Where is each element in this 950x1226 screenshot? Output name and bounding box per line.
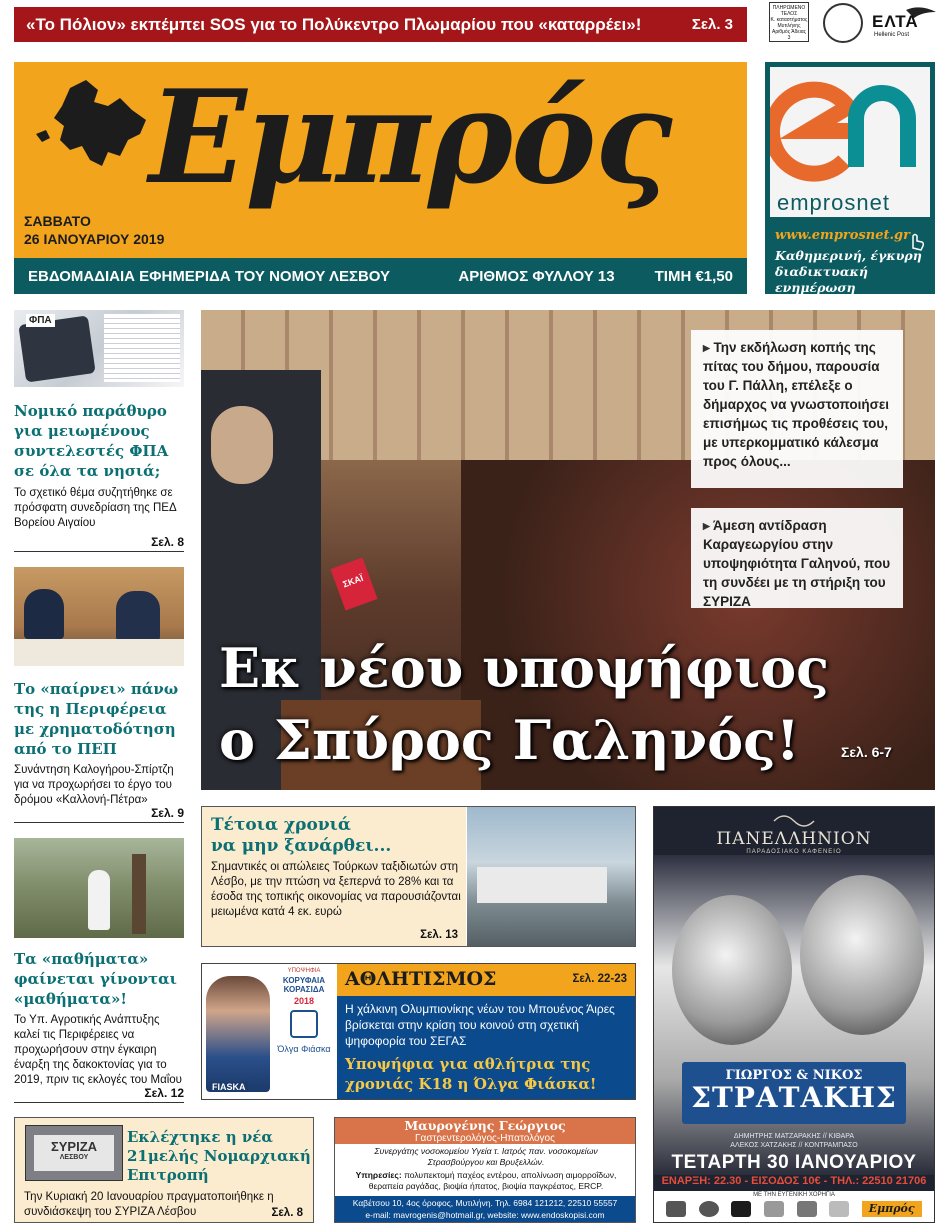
sports-article[interactable] [201,963,636,1100]
emprosnet-promo[interactable] [765,62,935,294]
person-silhouette [24,589,64,639]
left-article-title[interactable]: Νομικό παράθυρο για μειωμένους συντελεστές ΦΠΑ σε όλα τα νησιά; [14,402,169,480]
tourism-text: Σημαντικές οι απώλειες Τούρκων ταξιδιωτών στη Λέσβο, με την πτώση να ξεπερνά το 28% και τα έσοδα της τοπικής οικονομίας να παρουσιάζονται μειωμένα κατά 4 εκ. ευρώ [211,861,461,918]
poster-athlete-name: Όλγα Φιάσκα [277,1044,331,1054]
issue-day: ΣΑΒΒΑΤΟ [24,213,91,229]
hero-note [691,508,903,608]
spreadsheet-paper [104,314,180,382]
issue-date [24,212,164,248]
sponsors-strip [654,1191,934,1222]
left-article-ref[interactable]: Σελ. 12 [14,1086,184,1103]
newspaper-logo-title[interactable]: Εμπρός [149,63,671,213]
sponsor-logo-icon [797,1201,817,1217]
tagline-line: Καθημερινή, έγκυρη [775,248,922,263]
olive-grove-article-image[interactable] [14,838,184,938]
tourism-title-line: να μην ξανάρθει... [211,836,392,856]
top-headline-page-ref: Σελ. 3 [691,16,733,33]
syriza-logo-text: ΣΥΡΙΖΑ [50,1139,98,1154]
poster-title: ΚΟΡΥΦΑΙΑ ΚΟΡΑΣΙΔΑ [282,976,326,994]
hero-note-text: Άμεση αντίδραση Καραγεωργίου στην υποψηφιότητα Γαληνού, που τη συνδέει με τη στήριξη του ΣΥΡΙΖΑ [703,518,891,609]
sports-section-title: ΑΘΛΗΤΙΣΜΟΣ [345,968,497,990]
hero-note-text: Την εκδήλωση κοπής της πίτας του δήμου, παρουσία του Γ. Πάλλη, επέλεξε ο δήμαρχος να γνωστοποιήσει επισήμως τις προθέσεις του, με υπερκομματικό κάλεσμα προς όλους... [703,340,889,469]
sponsor-logo-icon [731,1201,751,1217]
sports-text: Η χάλκινη Ολυμπιονίκης νέων του Μπουένος Άιρες βρίσκεται στην κρίση του κοινού στη σχετική ψηφοφορία του ΣΕΓΑΣ [345,1002,615,1048]
musician-line: ΑΛΕΚΟΣ ΧΑΤΖΑΚΗΣ // ΚΟΝΤΡΑΜΠΑΣΟ [730,1142,858,1149]
issue-date-text: 26 ΙΑΝΟΥΑΡΙΟΥ 2019 [24,231,165,247]
hero-page-ref[interactable]: Σελ. 6-7 [841,744,892,760]
ferry-boat [477,867,607,903]
syriza-text: Την Κυριακή 20 Ιανουαρίου πραγματοποιήθηκε η συνδιάσκεψη του ΣΥΡΙΖΑ Λέσβου [24,1191,274,1218]
postage-line: Κ. καταστήματος Μυτιλήνης [770,17,808,29]
venue-name: ΠΑΝΕΛΛΗΝΙΟΝ [716,829,872,849]
venue-subtitle: ΠΑΡΑΔΟΣΙΑΚΟ ΚΑΦΕΝΕΙΟ [746,849,842,855]
newspaper-subtitle: ΕΒΔΟΜΑΔΙΑΙΑ ΕΦΗΜΕΡΙΔΑ ΤΟΥ ΝΟΜΟΥ ΛΕΣΒΟΥ [28,267,391,285]
segas-logo-icon [290,1010,318,1038]
postage-paid-box [769,2,809,42]
ornament-icon [769,811,819,831]
elta-text: ΕΛΤΑ [872,12,919,31]
emprosnet-sponsor-logo: Εμπρός [862,1201,922,1217]
sponsor-logos [654,1201,934,1217]
sports-page-ref[interactable]: Σελ. 22-23 [572,973,627,985]
doctor-credentials [339,1146,633,1168]
issue-price: ΤΙΜΗ €1,50 [654,267,733,285]
doctor-address: Καβέτσου 10, 4ος όροφος, Μυτιλήνη. Τηλ. 6984 121212, 22510 55557 [352,1198,618,1208]
poster-top-label: ΥΠΟΨΗΦΙΑ [287,968,321,974]
tourism-title [211,815,391,857]
hero-headline-line: Εκ νέου υποψήφιος [219,636,830,700]
elta-subtext: Hellenic Post [874,32,910,38]
doctor-credentials-line: Συνεργάτης νοσοκομείου Υγεία τ. Ιατρός παν. νοσοκομείων [374,1146,598,1156]
masthead [14,62,747,294]
tourism-text-panel [202,807,466,946]
musician-line: ΔΗΜΗΤΡΗΣ ΜΑΤΖΑΡΑΚΗΣ // ΚΙΘΑΡΑ [733,1133,855,1140]
doctor-credentials-line: Στρασβούργου και Βρυξελλών. [427,1157,545,1167]
athlete-poster-image [202,964,337,1099]
desk [14,639,184,666]
left-article-title[interactable]: Το «παίρνει» πάνω της η Περιφέρεια με χρηματοδότηση από το ΠΕΠ [14,680,179,758]
doctor-advertisement[interactable] [334,1117,636,1223]
masthead-strip [14,258,747,294]
concert-advertisement[interactable] [653,806,935,1223]
left-article-text: Συνάντηση Καλογήρου-Σπίρτζη για να προχωρήσει το έργο του δρόμου «Καλλονή-Πέτρα» [14,764,174,806]
musicians-list [654,1132,934,1150]
tagline-line: διαδικτυακή ενημέρωση [775,264,868,295]
vat-label: ΦΠΑ [26,314,55,327]
microphone-icon [331,558,378,611]
sponsor-logo-icon [699,1201,719,1217]
sponsor-logo-icon [666,1201,686,1217]
syriza-logo-subtext: ΛΕΣΒΟΥ [59,1154,89,1161]
bullet-arrow-icon: ▸ [703,518,714,533]
doctor-ad-header [335,1118,635,1144]
doctor-name: Μαυρογένης Γεώργιος [404,1118,566,1133]
hero-headline[interactable] [219,632,829,776]
athlete-photo [206,976,270,1092]
bullet-arrow-icon: ▸ [703,340,714,355]
left-article-title[interactable]: Τα «παθήματα» φαίνεται γίνονται «μαθήματα»! [14,950,177,1008]
concert-date: ΤΕΤΑΡΤΗ 30 ΙΑΝΟΥΑΡΙΟΥ [671,1152,917,1173]
speaker-head [211,406,273,484]
athlete-bib: FIASKA [212,1082,246,1092]
hero-note [691,330,903,488]
emprosnet-brand: emprosnet [777,190,890,215]
sports-header [337,964,635,996]
doctor-services [339,1170,633,1192]
left-article-ref[interactable]: Σελ. 8 [14,535,184,552]
artists-banner [682,1062,906,1124]
vat-article-image[interactable] [14,310,184,387]
artist-face [672,895,792,1045]
sprayer-worker [88,870,110,930]
postage-line: ΠΛΗΡΩΜΕΝΟ ΤΕΛΟΣ [772,5,806,17]
lesvos-map-icon [28,76,158,186]
artist-face [800,875,924,1035]
hero-headline-line: ο Σπύρος Γαληνός! [219,708,800,772]
issue-number: ΑΡΙΘΜΟΣ ΦΥΛΛΟΥ 13 [458,267,615,285]
emprosnet-tagline [775,248,935,296]
syriza-logo-sign [34,1135,114,1171]
syriza-logo-image [25,1125,123,1181]
services-text: πολυπεκτομή παχέος εντέρου, απολίνωση αιμορροΐδων, θεραπεία ραγάδας, βιοψία ήπατος, βιοψία παγκρέατος, ERCP. [368,1170,617,1191]
left-article-text: Το σχετικό θέμα συζητήθηκε σε πρόσφατη συνεδρίαση της ΠΕΔ Βορείου Αιγαίου [14,487,177,529]
top-headline-banner[interactable] [14,7,747,42]
sponsor-label: ΜΕ ΤΗΝ ΕΥΓΕΝΙΚΗ ΧΟΡΗΓΙΑ [753,1192,835,1198]
syriza-page-ref[interactable]: Σελ. 8 [271,1207,303,1219]
services-label: Υπηρεσίες: [355,1170,402,1180]
tourism-article[interactable] [201,806,636,947]
sponsor-logo-icon [829,1201,849,1217]
artists-first-names: ΓΙΩΡΓΟΣ & ΝΙΚΟΣ [725,1068,863,1083]
tourism-page-ref[interactable]: Σελ. 13 [420,929,458,941]
artists-photo [654,855,934,1175]
hero-article[interactable] [201,310,935,790]
emprosnet-url-link[interactable]: www.emprosnet.gr [775,228,910,243]
harbour-image [467,807,635,946]
postage-line: Αριθμός Άδειας 3 [771,29,807,41]
sports-panel [337,964,635,1099]
sports-headline: Υποψήφια για αθλήτρια της χρονιάς Κ18 η Όλγα Φιάσκα! [345,1055,597,1093]
elta-logo [870,6,940,42]
poster-year: 2018 [293,996,315,1006]
syriza-title: Εκλέχτηκε η νέα 21μελής Νομαρχιακή Επιτροπή [127,1128,311,1184]
left-article-ref[interactable]: Σελ. 9 [14,806,184,823]
person-silhouette [116,591,160,641]
artists-surname: ΣΤΡΑΤΑΚΗΣ [691,1081,897,1114]
mic-label: ΣΚΑΪ [341,572,365,590]
circular-stamp-icon [823,3,863,43]
sponsor-logo-icon [764,1201,784,1217]
doctor-contact [335,1196,635,1222]
top-headline-text: «Το Πόλιον» εκπέμπει SOS για το Πολύκεντρο Πλωμαρίου που «καταρρέει»! [26,14,642,34]
tree-trunk [132,854,146,934]
meeting-article-image[interactable] [14,567,184,666]
doctor-email-website[interactable]: e-mail: mavrogenis@hotmail.gr, website: www.endoskopisi.com [365,1210,605,1220]
syriza-article[interactable] [14,1117,314,1223]
concert-info: ΕΝΑΡΞΗ: 22.30 - ΕΙΣΟΔΟΣ 10€ - ΤΗΛ.: 22510 21706 [661,1175,927,1187]
doctor-specialty: Γαστρεντερολόγος-Ηπατολόγος [415,1133,555,1144]
tourism-title-line: Τέτοια χρονιά [211,815,351,835]
left-article-text: Το Υπ. Αγροτικής Ανάπτυξης καλεί τις Περιφέρειες να προχωρήσουν στην έγκαιρη έναρξη της δακοκτονίας για το 2019, πριν τις εκλογές του Μαΐου [14,1014,182,1086]
